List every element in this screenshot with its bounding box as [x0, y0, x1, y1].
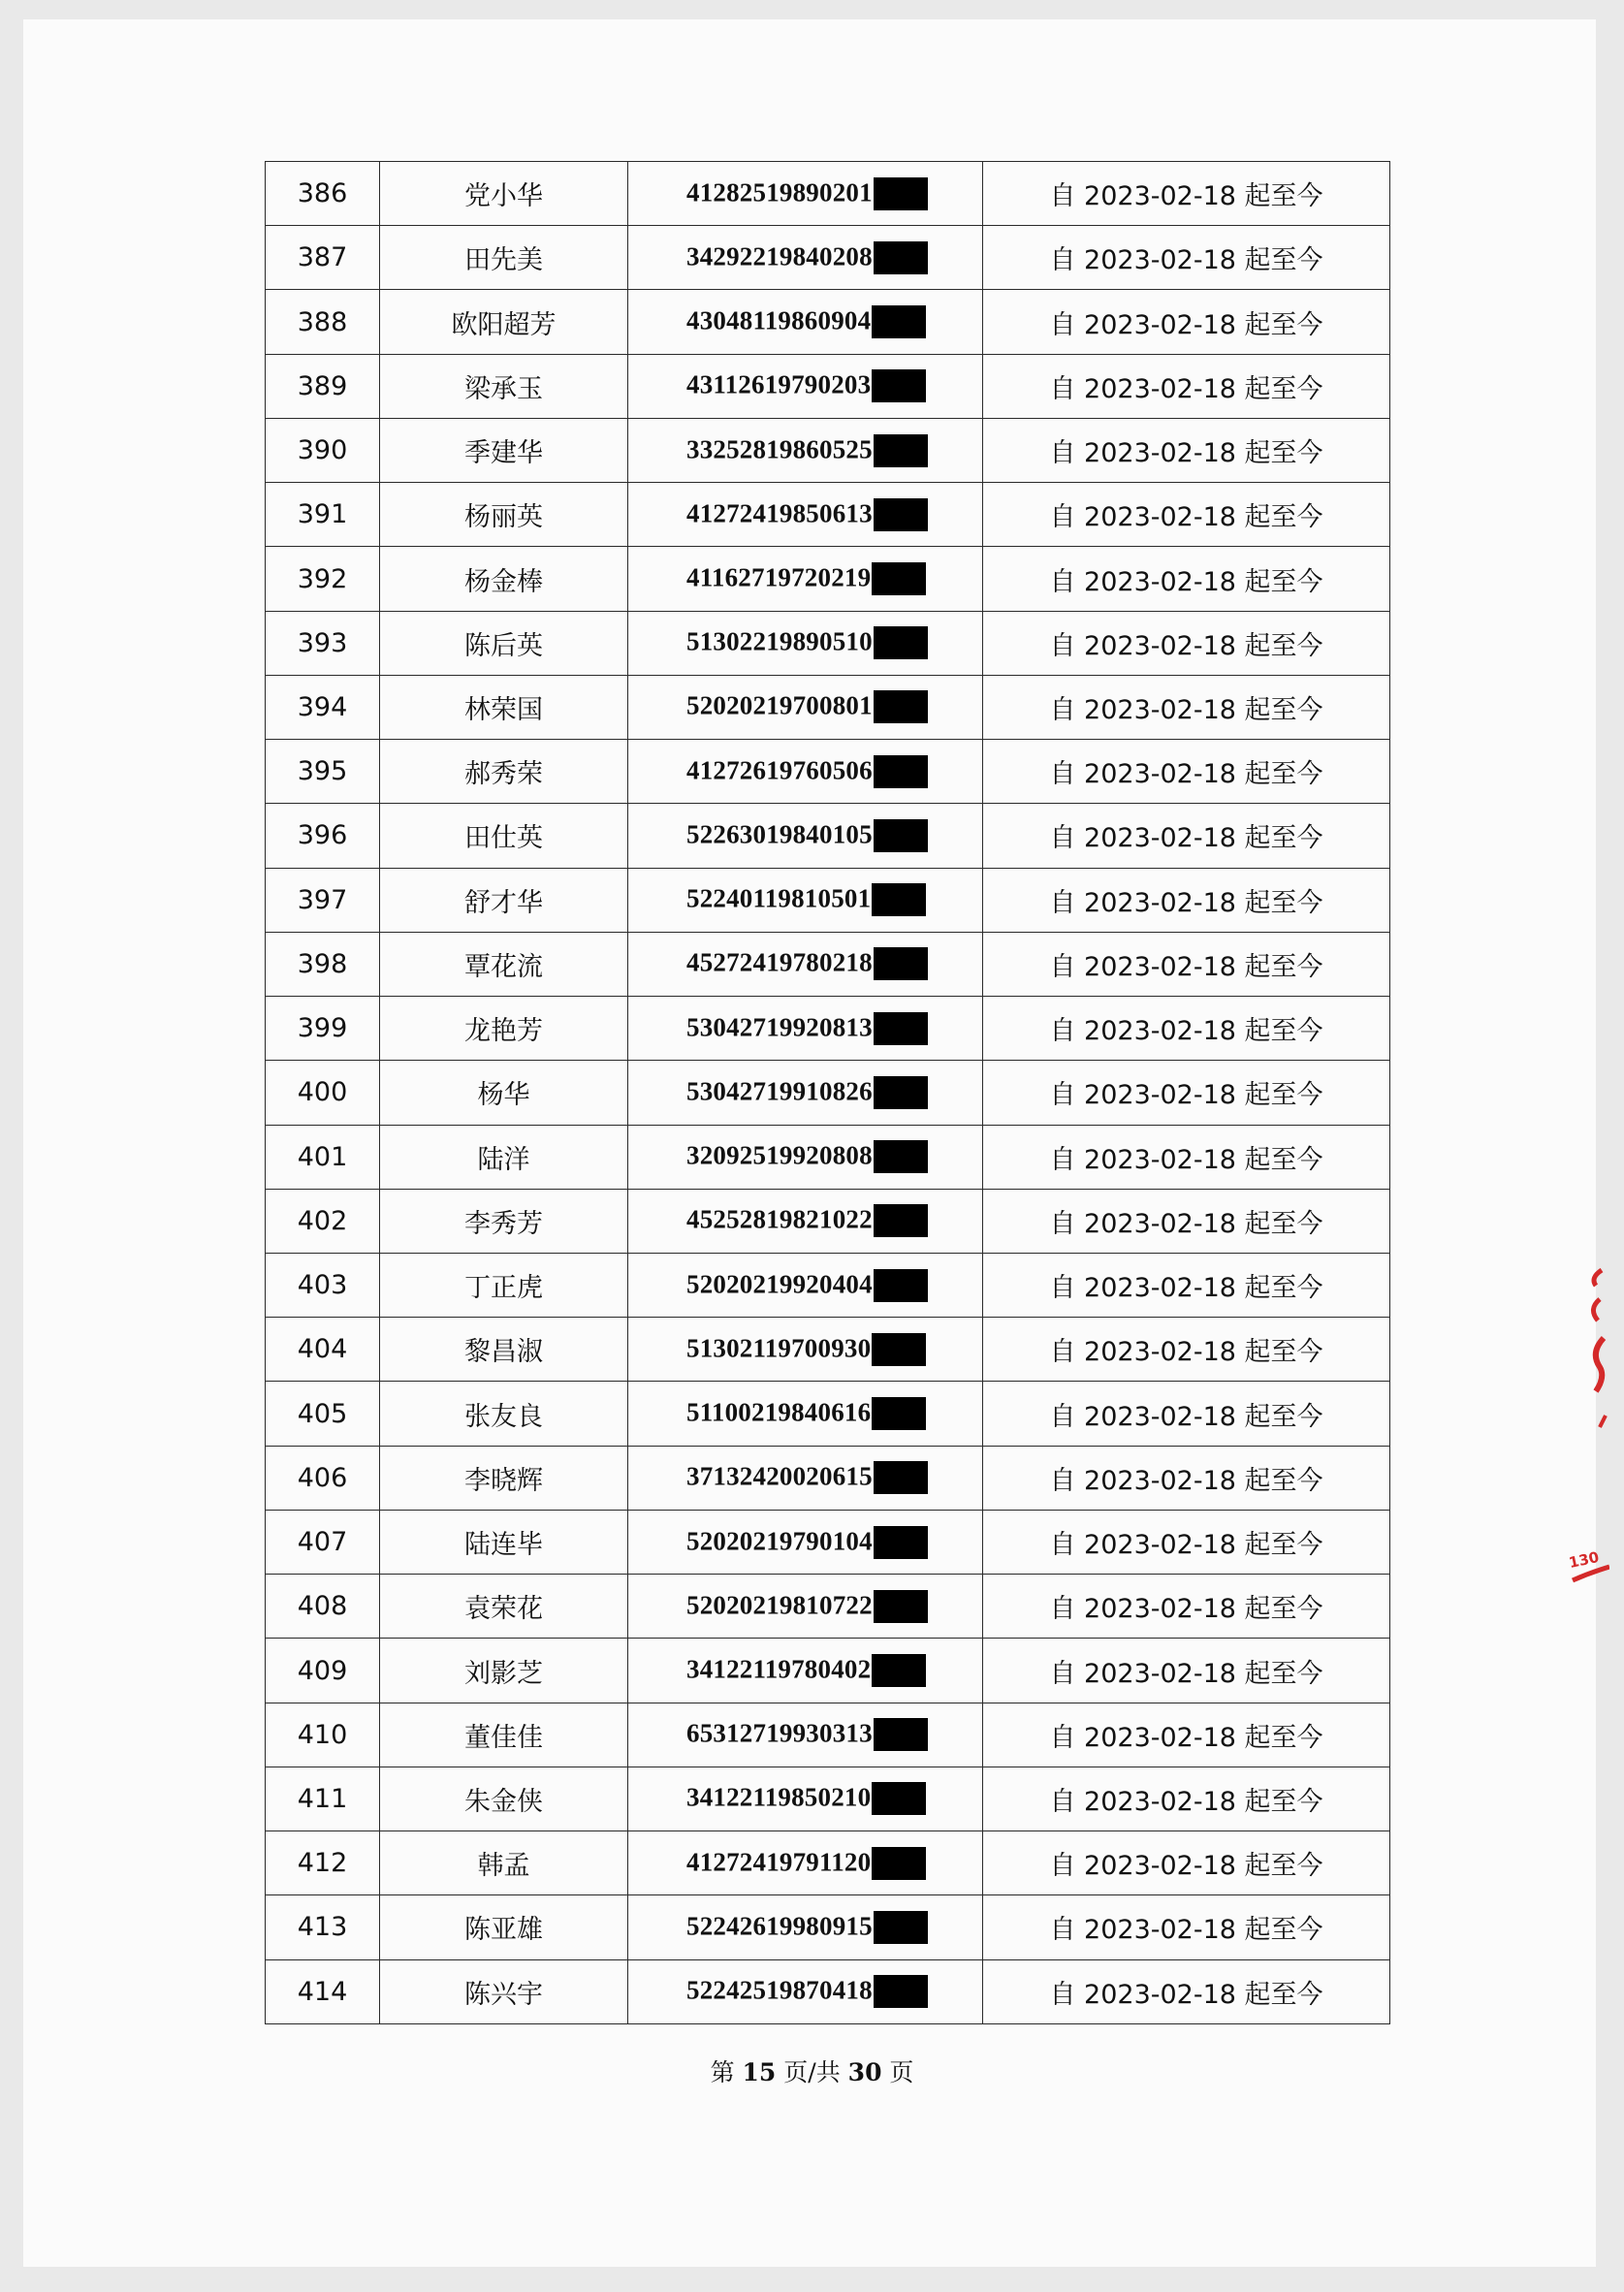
valid-period: 自 2023-02-18 起至今	[983, 354, 1390, 418]
table-row	[266, 418, 1390, 482]
valid-period: 自 2023-02-18 起至今	[983, 932, 1390, 996]
table-row	[266, 1510, 1390, 1574]
id-number-cell	[628, 932, 983, 996]
id-number: 52242619980915	[686, 1911, 873, 1941]
row-number: 392	[266, 547, 380, 611]
table-row	[266, 1189, 1390, 1253]
table-row	[266, 1767, 1390, 1830]
id-number-cell	[628, 1959, 983, 2023]
table-row	[266, 1895, 1390, 1959]
personnel-table	[265, 161, 1389, 2024]
redaction-block	[874, 498, 928, 531]
table-row	[266, 932, 1390, 996]
valid-period: 自 2023-02-18 起至今	[983, 1703, 1390, 1767]
row-number: 413	[266, 1895, 380, 1959]
person-name: 陆连毕	[380, 1510, 628, 1574]
valid-period: 自 2023-02-18 起至今	[983, 1895, 1390, 1959]
table-row	[266, 1253, 1390, 1317]
redaction-block	[872, 369, 926, 402]
person-name: 杨华	[380, 1061, 628, 1125]
stamp-digits: 130	[1567, 1547, 1601, 1573]
row-number: 409	[266, 1639, 380, 1703]
id-number: 34122119780402	[686, 1654, 872, 1684]
person-name: 欧阳超芳	[380, 290, 628, 354]
person-name: 韩孟	[380, 1831, 628, 1895]
id-number: 45272419780218	[686, 947, 873, 977]
valid-period: 自 2023-02-18 起至今	[983, 1318, 1390, 1382]
redaction-block	[874, 755, 928, 788]
id-number-cell	[628, 1189, 983, 1253]
id-number: 51100219840616	[686, 1397, 872, 1427]
id-number: 51302119700930	[686, 1333, 872, 1363]
valid-period: 自 2023-02-18 起至今	[983, 1382, 1390, 1446]
id-number: 52240119810501	[686, 883, 872, 913]
person-name: 陈兴宇	[380, 1959, 628, 2023]
row-number: 406	[266, 1446, 380, 1510]
footer-total-pages: 30	[847, 2058, 882, 2086]
id-number: 53042719910826	[686, 1076, 873, 1106]
redaction-block	[872, 305, 926, 338]
row-number: 400	[266, 1061, 380, 1125]
id-number-cell	[628, 418, 983, 482]
valid-period: 自 2023-02-18 起至今	[983, 868, 1390, 932]
table-row	[266, 1125, 1390, 1189]
redaction-block	[874, 819, 928, 852]
redaction-block	[874, 1590, 928, 1623]
row-number: 401	[266, 1125, 380, 1189]
id-number: 65312719930313	[686, 1718, 873, 1748]
valid-period: 自 2023-02-18 起至今	[983, 547, 1390, 611]
valid-period: 自 2023-02-18 起至今	[983, 1446, 1390, 1510]
redaction-block	[872, 1397, 926, 1430]
person-name: 党小华	[380, 162, 628, 226]
id-number-cell	[628, 1831, 983, 1895]
table-row	[266, 1639, 1390, 1703]
redaction-block	[874, 1911, 928, 1944]
person-name: 龙艳芳	[380, 997, 628, 1061]
person-name: 梁承玉	[380, 354, 628, 418]
id-number: 32092519920808	[686, 1140, 873, 1170]
redaction-block	[872, 1654, 926, 1687]
id-number: 52020219790104	[686, 1526, 873, 1556]
table-row	[266, 804, 1390, 868]
redaction-block	[874, 947, 928, 980]
valid-period: 自 2023-02-18 起至今	[983, 804, 1390, 868]
id-number: 34292219840208	[686, 241, 873, 271]
id-number: 37132420020615	[686, 1461, 873, 1491]
id-number: 51302219890510	[686, 626, 873, 656]
person-name: 陆洋	[380, 1125, 628, 1189]
valid-period: 自 2023-02-18 起至今	[983, 226, 1390, 290]
id-number-cell	[628, 1382, 983, 1446]
person-name: 朱金侠	[380, 1767, 628, 1830]
table-row	[266, 483, 1390, 547]
redaction-block	[872, 1847, 926, 1880]
id-number-cell	[628, 226, 983, 290]
redaction-block	[874, 1140, 928, 1173]
row-number: 399	[266, 997, 380, 1061]
table-row	[266, 547, 1390, 611]
id-number: 45252819821022	[686, 1204, 873, 1234]
id-number-cell	[628, 354, 983, 418]
person-name: 杨金棒	[380, 547, 628, 611]
person-name: 田仕英	[380, 804, 628, 868]
id-number: 41282519890201	[686, 177, 873, 207]
valid-period: 自 2023-02-18 起至今	[983, 1125, 1390, 1189]
table-row	[266, 611, 1390, 675]
valid-period: 自 2023-02-18 起至今	[983, 1253, 1390, 1317]
id-number-cell	[628, 1125, 983, 1189]
person-name: 陈后英	[380, 611, 628, 675]
redaction-block	[874, 1526, 928, 1559]
table-row	[266, 740, 1390, 804]
id-number: 41162719720219	[686, 562, 872, 592]
person-name: 覃花流	[380, 932, 628, 996]
person-name: 林荣国	[380, 675, 628, 739]
row-number: 395	[266, 740, 380, 804]
valid-period: 自 2023-02-18 起至今	[983, 1831, 1390, 1895]
id-number-cell	[628, 1767, 983, 1830]
table-row	[266, 162, 1390, 226]
id-number-cell	[628, 1446, 983, 1510]
table-row	[266, 290, 1390, 354]
redaction-block	[874, 690, 928, 723]
row-number: 411	[266, 1767, 380, 1830]
row-number: 407	[266, 1510, 380, 1574]
table-row	[266, 1831, 1390, 1895]
row-number: 397	[266, 868, 380, 932]
footer-current-page: 15	[742, 2058, 777, 2086]
table-row	[266, 868, 1390, 932]
row-number: 394	[266, 675, 380, 739]
row-number: 410	[266, 1703, 380, 1767]
id-number-cell	[628, 1575, 983, 1639]
person-name: 刘影芝	[380, 1639, 628, 1703]
row-number: 404	[266, 1318, 380, 1382]
id-number-cell	[628, 1510, 983, 1574]
person-name: 郝秀荣	[380, 740, 628, 804]
row-number: 408	[266, 1575, 380, 1639]
row-number: 398	[266, 932, 380, 996]
table-row	[266, 354, 1390, 418]
row-number: 412	[266, 1831, 380, 1895]
id-number: 43048119860904	[686, 305, 872, 335]
valid-period: 自 2023-02-18 起至今	[983, 1575, 1390, 1639]
table-row	[266, 1703, 1390, 1767]
person-name: 季建华	[380, 418, 628, 482]
valid-period: 自 2023-02-18 起至今	[983, 740, 1390, 804]
person-name: 杨丽英	[380, 483, 628, 547]
id-number-cell	[628, 290, 983, 354]
row-number: 388	[266, 290, 380, 354]
table-row	[266, 1446, 1390, 1510]
id-number-cell	[628, 611, 983, 675]
person-name: 袁荣花	[380, 1575, 628, 1639]
id-number-cell	[628, 1253, 983, 1317]
valid-period: 自 2023-02-18 起至今	[983, 1767, 1390, 1830]
table-row	[266, 1959, 1390, 2023]
page-footer	[0, 2053, 1624, 2088]
footer-suffix: 页	[889, 2058, 914, 2086]
person-name: 田先美	[380, 226, 628, 290]
id-number: 41272619760506	[686, 755, 873, 785]
id-number: 34122119850210	[686, 1782, 872, 1812]
valid-period: 自 2023-02-18 起至今	[983, 1639, 1390, 1703]
person-name: 李秀芳	[380, 1189, 628, 1253]
person-name: 黎昌淑	[380, 1318, 628, 1382]
redaction-block	[874, 1076, 928, 1109]
row-number: 396	[266, 804, 380, 868]
table-row	[266, 675, 1390, 739]
id-number-cell	[628, 1703, 983, 1767]
id-number: 52020219920404	[686, 1269, 873, 1299]
valid-period: 自 2023-02-18 起至今	[983, 418, 1390, 482]
id-number: 41272419791120	[686, 1847, 872, 1877]
redaction-block	[874, 1718, 928, 1751]
redaction-block	[874, 241, 928, 274]
valid-period: 自 2023-02-18 起至今	[983, 1061, 1390, 1125]
row-number: 389	[266, 354, 380, 418]
id-number-cell	[628, 162, 983, 226]
valid-period: 自 2023-02-18 起至今	[983, 162, 1390, 226]
id-number-cell	[628, 868, 983, 932]
id-number-cell	[628, 740, 983, 804]
table-row	[266, 997, 1390, 1061]
redaction-block	[872, 1782, 926, 1815]
id-number-cell	[628, 483, 983, 547]
person-name: 舒才华	[380, 868, 628, 932]
id-number: 43112619790203	[686, 369, 872, 399]
id-number: 52020219700801	[686, 690, 873, 720]
redaction-block	[872, 883, 926, 916]
valid-period: 自 2023-02-18 起至今	[983, 1189, 1390, 1253]
redaction-block	[874, 1269, 928, 1302]
id-number: 41272419850613	[686, 498, 873, 528]
footer-middle: 页/共	[783, 2058, 841, 2086]
person-name: 张友良	[380, 1382, 628, 1446]
id-number-cell	[628, 1061, 983, 1125]
redaction-block	[874, 434, 928, 467]
valid-period: 自 2023-02-18 起至今	[983, 290, 1390, 354]
table-body	[266, 162, 1390, 2024]
red-seal-stamp	[1561, 1260, 1609, 1609]
valid-period: 自 2023-02-18 起至今	[983, 1959, 1390, 2023]
id-number: 33252819860525	[686, 434, 873, 464]
valid-period: 自 2023-02-18 起至今	[983, 611, 1390, 675]
redaction-block	[874, 1975, 928, 2008]
redaction-block	[874, 1461, 928, 1494]
table-row	[266, 226, 1390, 290]
row-number: 414	[266, 1959, 380, 2023]
id-number-cell	[628, 547, 983, 611]
row-number: 393	[266, 611, 380, 675]
id-number-cell	[628, 1318, 983, 1382]
id-number: 52242519870418	[686, 1975, 873, 2005]
valid-period: 自 2023-02-18 起至今	[983, 675, 1390, 739]
valid-period: 自 2023-02-18 起至今	[983, 483, 1390, 547]
footer-prefix: 第	[710, 2058, 735, 2086]
person-name: 李晓辉	[380, 1446, 628, 1510]
row-number: 402	[266, 1189, 380, 1253]
table-row	[266, 1575, 1390, 1639]
redaction-block	[874, 626, 928, 659]
table-row	[266, 1318, 1390, 1382]
person-name: 丁正虎	[380, 1253, 628, 1317]
id-number-cell	[628, 1895, 983, 1959]
row-number: 387	[266, 226, 380, 290]
id-number-cell	[628, 804, 983, 868]
row-number: 386	[266, 162, 380, 226]
redaction-block	[874, 177, 928, 210]
id-number: 53042719920813	[686, 1012, 873, 1042]
valid-period: 自 2023-02-18 起至今	[983, 997, 1390, 1061]
id-number-cell	[628, 1639, 983, 1703]
row-number: 390	[266, 418, 380, 482]
id-number-cell	[628, 997, 983, 1061]
id-number: 52263019840105	[686, 819, 873, 849]
row-number: 391	[266, 483, 380, 547]
id-number-cell	[628, 675, 983, 739]
table-row	[266, 1061, 1390, 1125]
redaction-block	[872, 1333, 926, 1366]
person-name: 陈亚雄	[380, 1895, 628, 1959]
redaction-block	[874, 1204, 928, 1237]
id-number: 52020219810722	[686, 1590, 873, 1620]
valid-period: 自 2023-02-18 起至今	[983, 1510, 1390, 1574]
redaction-block	[874, 1012, 928, 1045]
redaction-block	[872, 562, 926, 595]
row-number: 403	[266, 1253, 380, 1317]
person-name: 董佳佳	[380, 1703, 628, 1767]
row-number: 405	[266, 1382, 380, 1446]
table-row	[266, 1382, 1390, 1446]
